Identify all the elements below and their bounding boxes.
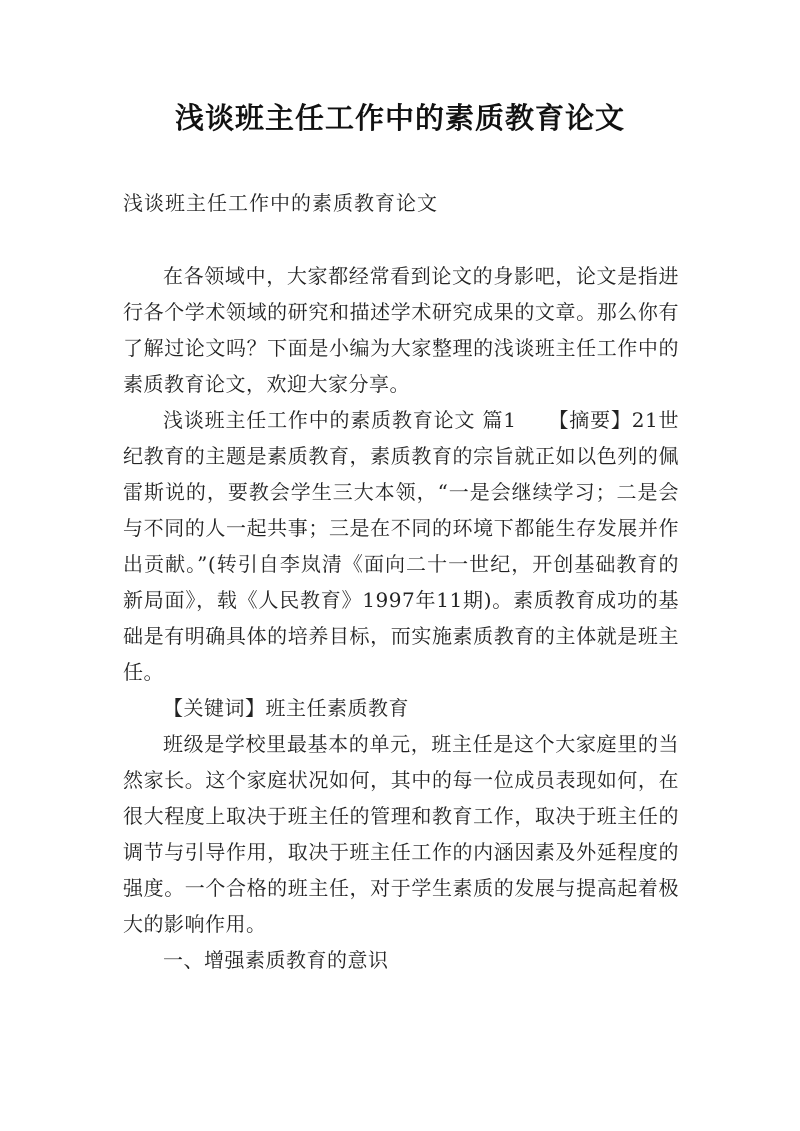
document-subtitle: 浅谈班主任工作中的素质教育论文 — [123, 191, 438, 215]
document-title: 浅谈班主任工作中的素质教育论文 — [174, 101, 625, 135]
intro-paragraph: 在各领域中，大家都经常看到论文的身影吧，论文是指进行各个学术领域的研究和描述学术研究成果的文章。那么你有了解过论文吗？下面是小编为大家整理的浅谈班主任工作中的素质教育论文，欢迎大家分享。 — [123, 264, 679, 396]
keywords-paragraph: 【关键词】班主任素质教育 — [163, 696, 409, 720]
body-paragraph: 班级是学校里最基本的单元，班主任是这个大家庭里的当然家长。这个家庭状况如何，其中的每一位成员表现如何，在很大程度上取决于班主任的管理和教育工作，取决于班主任的调节与引导作用，取决于班主任工作的内涵因素及外延程度的强度。一个合格的班主任，对于学生素质的发展与提高起着极大的影响作用。 — [123, 732, 679, 936]
section-heading: 一、增强素质教育的意识 — [163, 948, 389, 972]
document-body — [123, 258, 679, 978]
abstract-paragraph: 浅谈班主任工作中的素质教育论文 篇1 【摘要】21世纪教育的主题是素质教育，素质教育的宗旨就正如以色列的佩雷斯说的，要教会学生三大本领，“一是会继续学习；二是会与不同的人一起共事；三是在不同的环境下都能生存发展并作出贡献。”(转引自李岚清《面向二十一世纪，开创基础教育的新局面》，载《人民教育》1997年11期)。素质教育成功的基础是有明确具体的培养目标，而实施素质教育的主体就是班主任。 — [123, 408, 679, 684]
